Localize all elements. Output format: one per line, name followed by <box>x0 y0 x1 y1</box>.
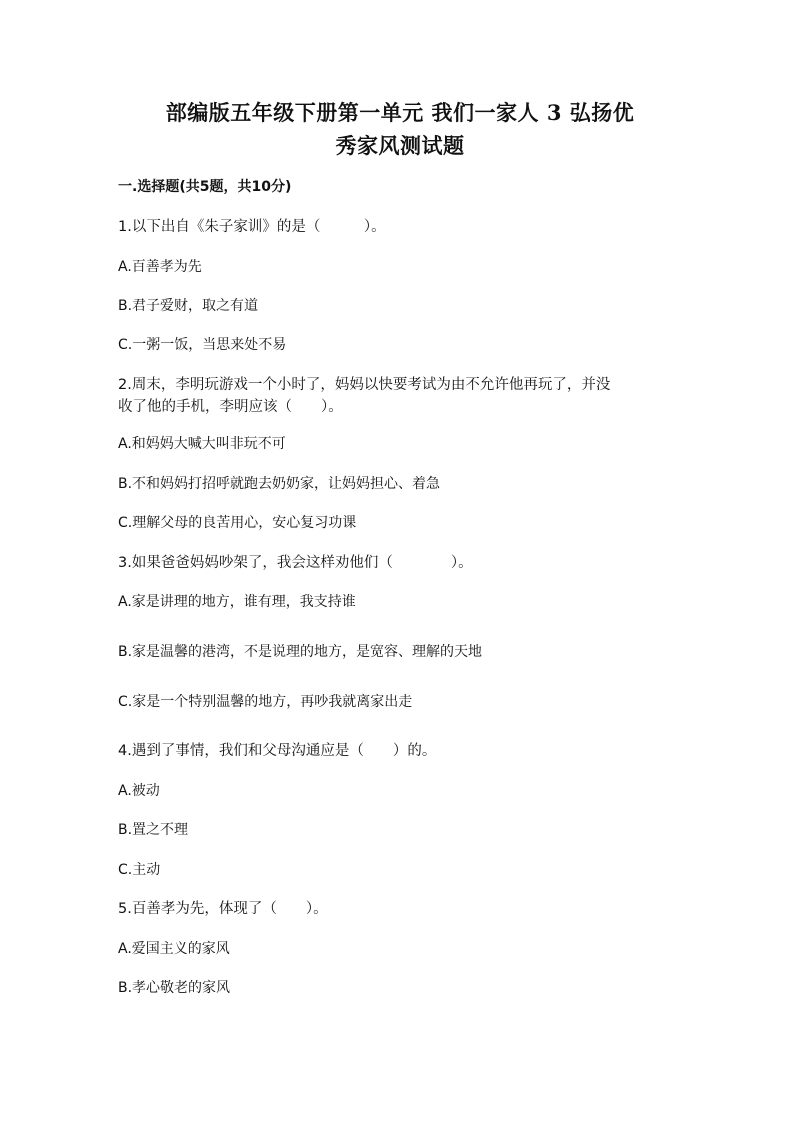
question-3-option-b: B.家是温馨的港湾，不是说理的地方，是宽容、理解的天地 <box>118 644 483 660</box>
question-3-option-c: C.家是一个特别温馨的地方，再吵我就离家出走 <box>118 694 413 710</box>
question-1-option-a: A.百善孝为先 <box>118 259 202 275</box>
question-3-stem: 3.如果爸爸妈妈吵架了，我会这样劝他们（ ）。 <box>118 555 473 571</box>
question-4-option-b: B.置之不理 <box>118 822 189 838</box>
question-1-option-b: B.君子爱财，取之有道 <box>118 298 259 314</box>
question-1-stem: 1.以下出自《朱子家训》的是（ ）。 <box>118 219 386 235</box>
question-2-stem-line-2: 收了他的手机，李明应该（ ）。 <box>118 399 343 415</box>
question-2-option-a: A.和妈妈大喊大叫非玩不可 <box>118 436 286 452</box>
question-1-option-c: C.一粥一饭，当思来处不易 <box>118 337 287 353</box>
question-2-option-c: C.理解父母的良苦用心，安心复习功课 <box>118 515 357 531</box>
question-5-option-a: A.爱国主义的家风 <box>118 941 230 957</box>
title-line-1: 部编版五年级下册第一单元 我们一家人 3 弘扬优 <box>165 100 635 125</box>
section-heading: 一.选择题(共5题，共10分) <box>118 179 292 195</box>
question-4-stem: 4.遇到了事情，我们和父母沟通应是（ ）的。 <box>118 743 437 759</box>
question-4-option-a: A.被动 <box>118 783 160 799</box>
document-title <box>120 96 680 162</box>
question-4-option-c: C.主动 <box>118 862 161 878</box>
question-2-option-b: B.不和妈妈打招呼就跑去奶奶家，让妈妈担心、着急 <box>118 476 441 492</box>
question-5-option-b: B.孝心敬老的家风 <box>118 980 231 996</box>
question-5-stem: 5.百善孝为先，体现了（ ）。 <box>118 901 328 917</box>
title-line-2: 秀家风测试题 <box>335 133 465 158</box>
question-3-option-a: A.家是讲理的地方，谁有理，我支持谁 <box>118 594 356 610</box>
question-2-stem-line-1: 2.周末，李明玩游戏一个小时了，妈妈以快要考试为由不允许他再玩了，并没 <box>118 377 611 393</box>
